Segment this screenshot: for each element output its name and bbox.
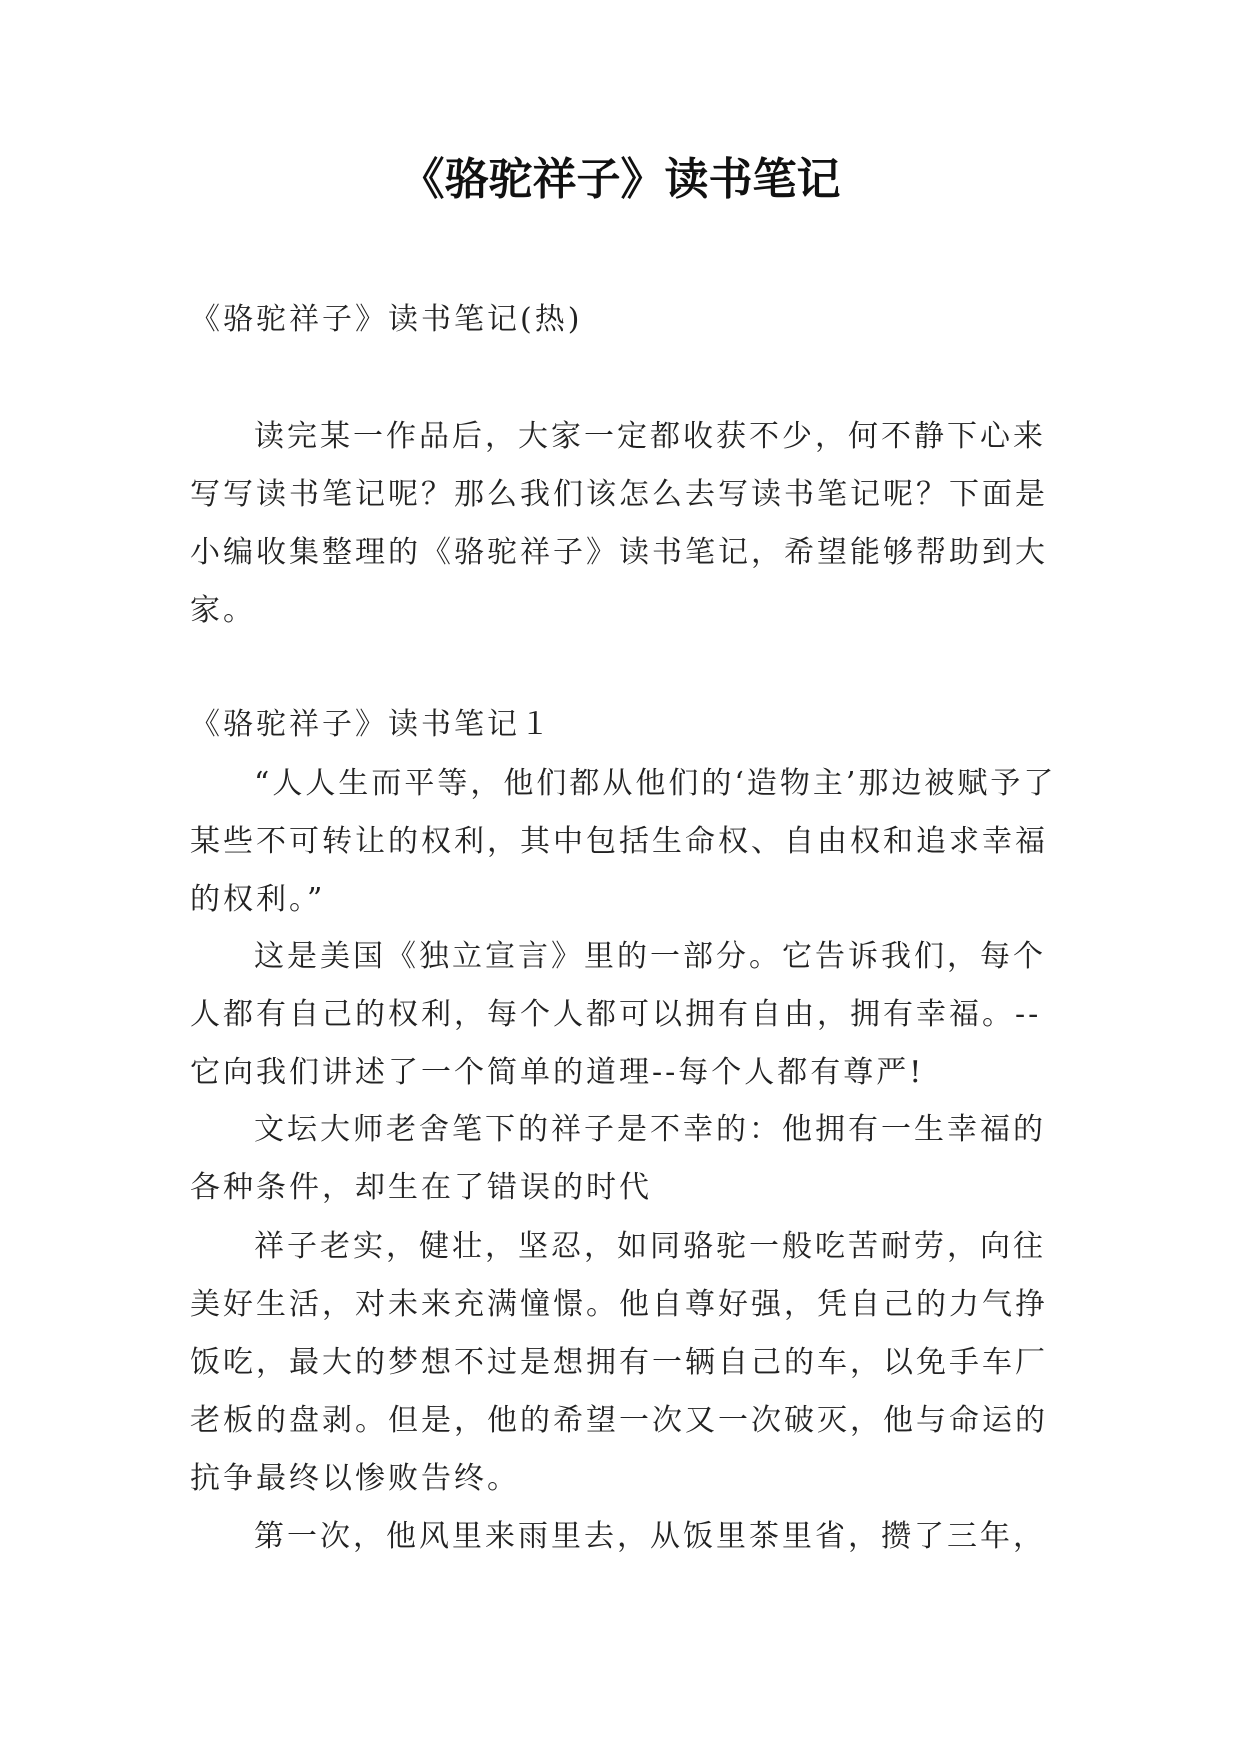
body-paragraph: 第一次，他风里来雨里去，从饭里茶里省，攒了三年，: [254, 1519, 1046, 1554]
quote-paragraph: “人人生而平等，他们都从他们的‘造物主’那边被赋予了某些不可转让的权利，其中包括生命权、自由权和追求幸福的权利。”: [190, 766, 1057, 917]
intro-paragraph: 读完某一作品后，大家一定都收获不少，何不静下心来写写读书笔记呢？那么我们该怎么去写读书笔记呢？下面是小编收集整理的《骆驼祥子》读书笔记，希望能够帮助到大家。: [190, 419, 1048, 628]
document-title: 《骆驼祥子》读书笔记: [400, 154, 841, 205]
body-paragraph: 祥子老实，健壮，坚忍，如同骆驼一般吃苦耐劳，向往美好生活，对未来充满憧憬。他自尊好强，凭自己的力气挣饭吃，最大的梦想不过是想拥有一辆自己的车，以免手车厂老板的盘剥。但是，他的希望一次又一次破灭，他与命运的抗争最终以惨败告终。: [190, 1229, 1048, 1496]
body-paragraph: 文坛大师老舍笔下的祥子是不幸的：他拥有一生幸福的各种条件，却生在了错误的时代: [190, 1112, 1046, 1205]
body-paragraph: 这是美国《独立宣言》里的一部分。它告诉我们，每个人都有自己的权利，每个人都可以拥有自由，拥有幸福。--它向我们讲述了一个简单的道理--每个人都有尊严!: [190, 939, 1046, 1090]
document-subtitle: 《骆驼祥子》读书笔记(热): [190, 302, 583, 337]
section-heading: 《骆驼祥子》读书笔记１: [190, 707, 553, 742]
